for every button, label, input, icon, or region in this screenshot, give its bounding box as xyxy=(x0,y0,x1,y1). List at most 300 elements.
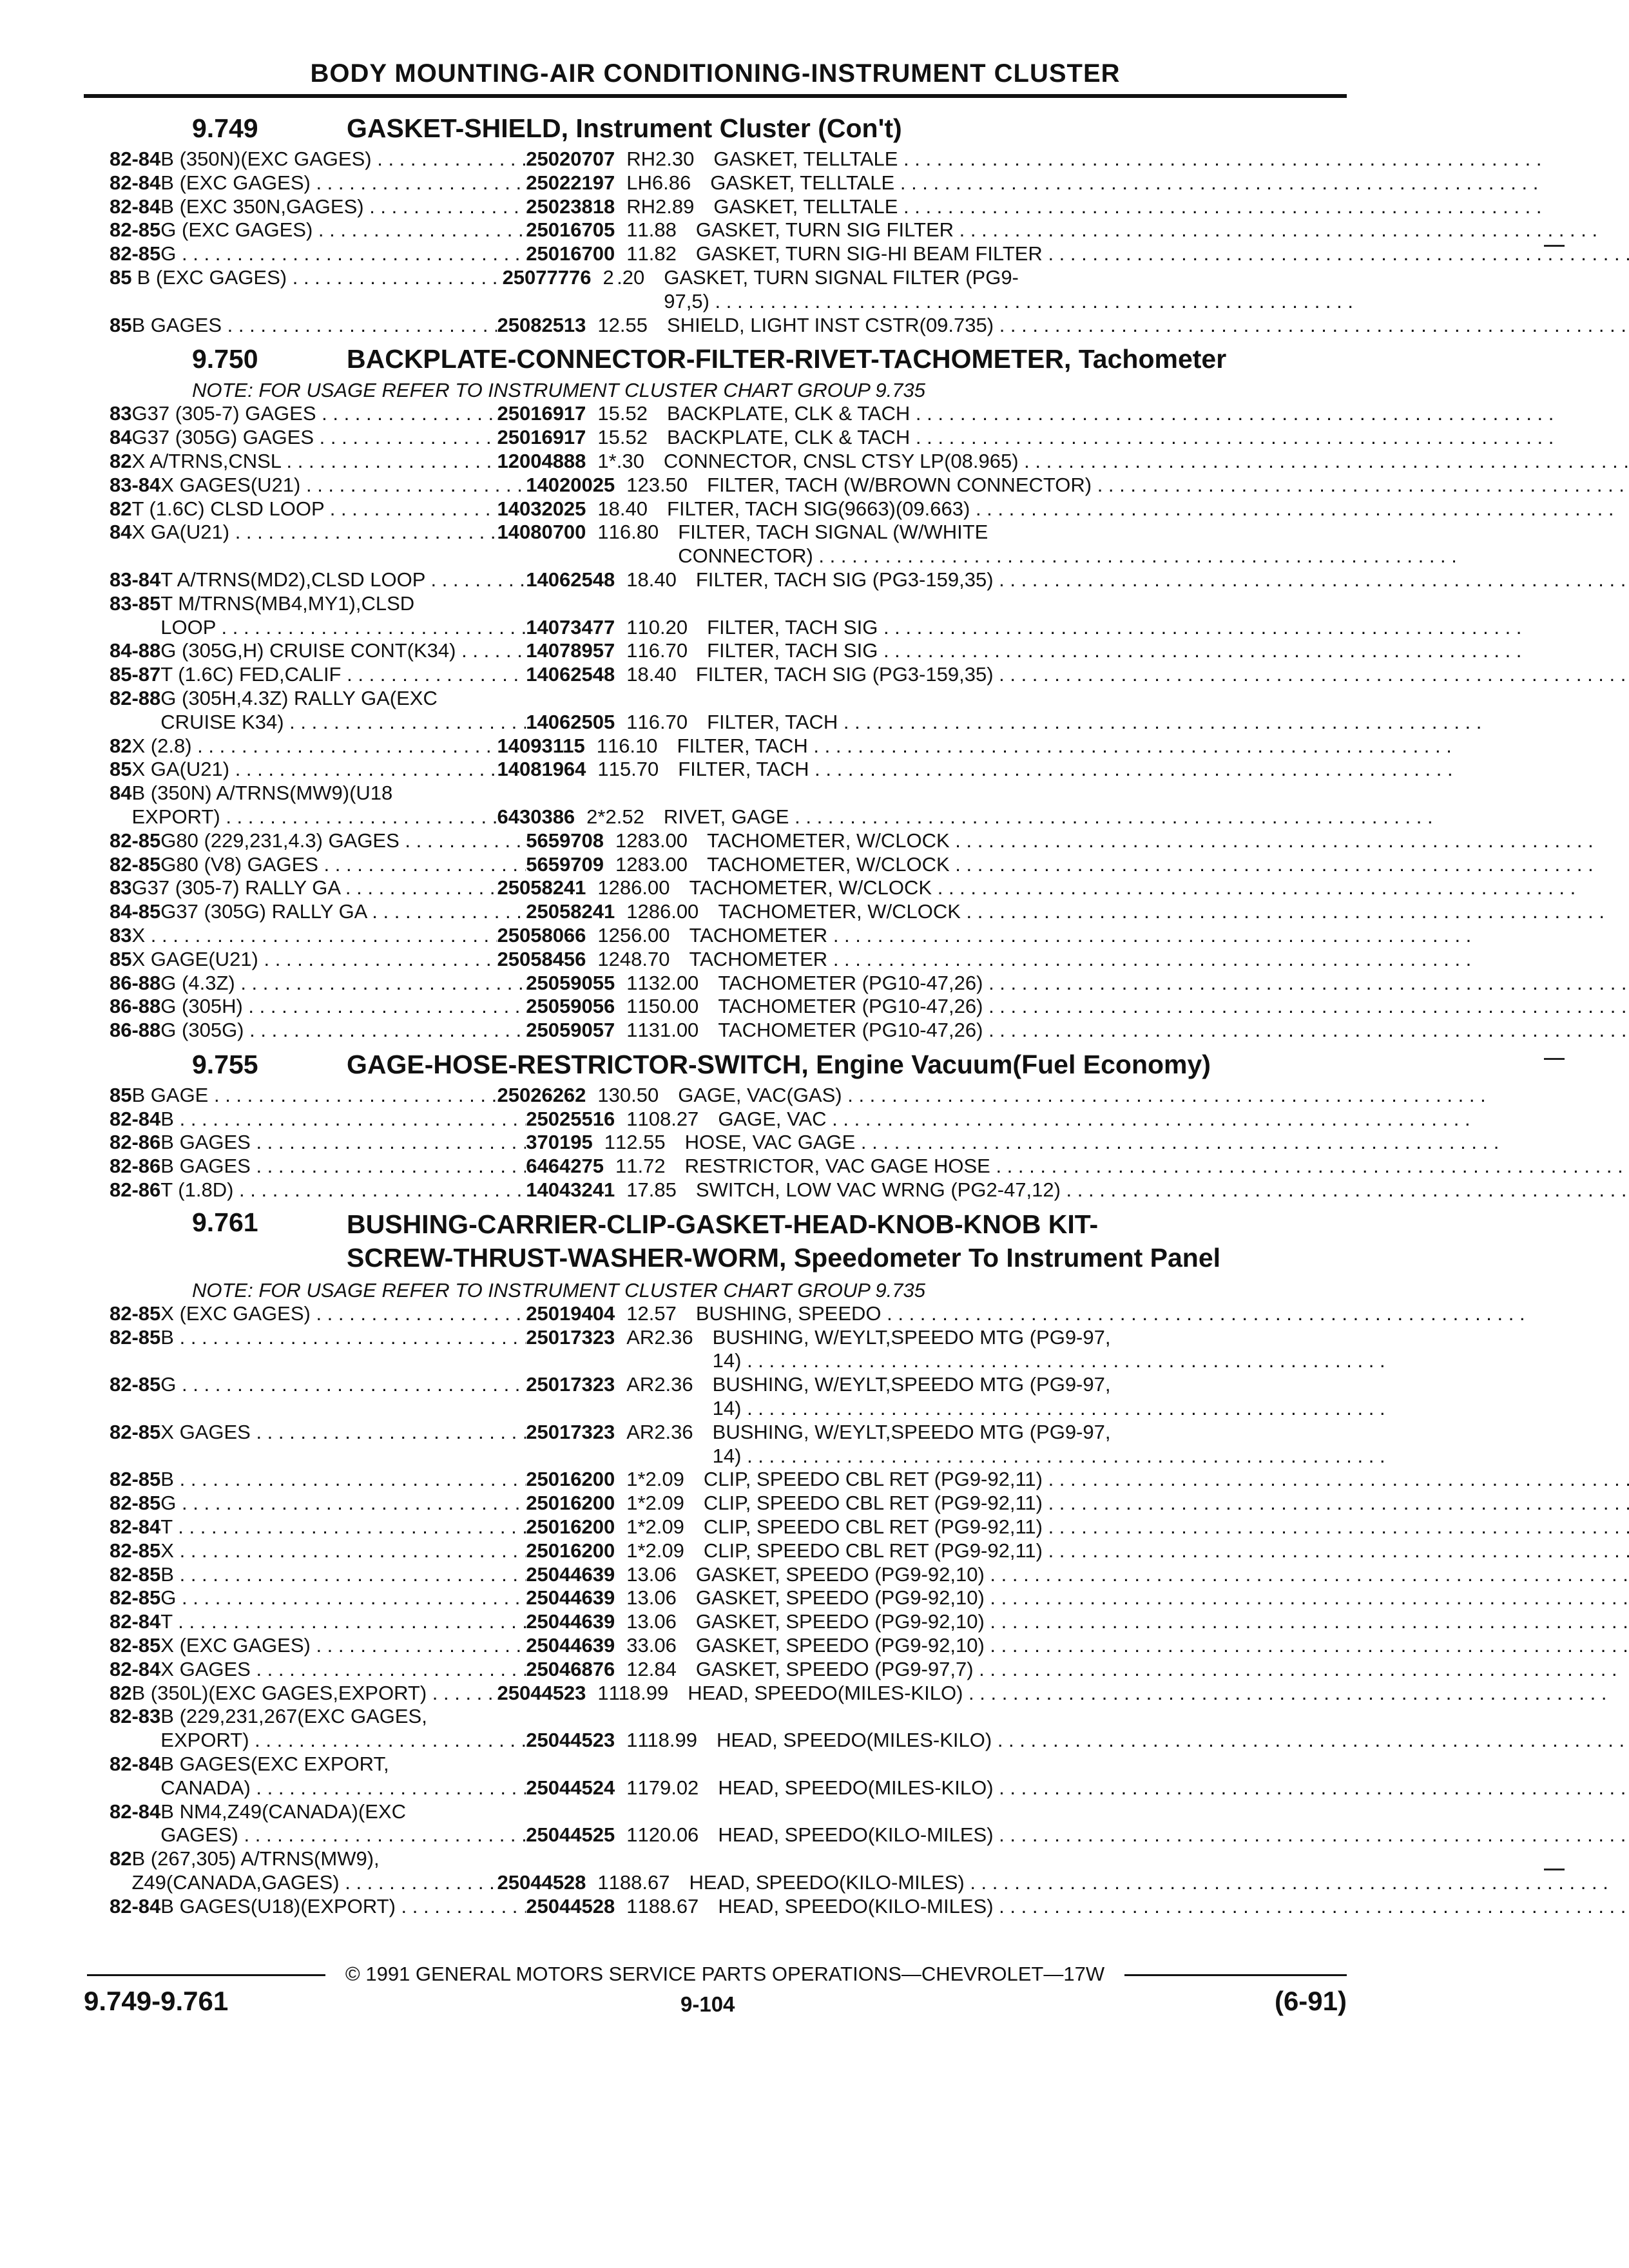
quantity xyxy=(626,1108,637,1131)
application xyxy=(160,1326,526,1374)
table-row xyxy=(110,521,1353,568)
model-years-text: 85 xyxy=(110,1083,132,1106)
quantity-text: 1 xyxy=(626,1823,638,1847)
part-number-text: 25059055 xyxy=(526,971,615,994)
price xyxy=(637,1108,718,1131)
price-text: 283.00 xyxy=(626,852,688,876)
application xyxy=(137,266,503,314)
application xyxy=(160,972,526,995)
application xyxy=(131,521,497,568)
application-line: G . . . xyxy=(160,1373,526,1397)
application-line: T (1.6C) FED,CALIF . . . xyxy=(160,663,526,687)
application xyxy=(160,853,526,877)
description xyxy=(688,1682,1606,1706)
application xyxy=(160,687,526,735)
part-number-text: 25044528 xyxy=(497,1871,586,1894)
model-years xyxy=(110,592,160,640)
description xyxy=(713,148,1541,171)
model-years xyxy=(110,1421,160,1468)
description xyxy=(667,426,1554,450)
spacer xyxy=(586,782,597,805)
part-number-text: 14043241 xyxy=(526,1178,615,1202)
description-line: GASKET, TURN SIG FILTER . . . xyxy=(696,218,1597,242)
part-number-text: 25016200 xyxy=(526,1492,615,1515)
table-row xyxy=(110,1108,1353,1131)
table-row xyxy=(110,1155,1353,1178)
quantity xyxy=(626,663,637,687)
part-number-text: 14081964 xyxy=(497,758,586,781)
description-line: 14) . . . xyxy=(713,1397,1385,1421)
part-number xyxy=(526,242,626,266)
group-title-text xyxy=(347,111,902,145)
price-text: 2.36 xyxy=(654,1325,693,1349)
description xyxy=(685,1131,1499,1155)
quantity-text: 1 xyxy=(626,1562,638,1586)
table-row xyxy=(110,1515,1353,1539)
model-years xyxy=(110,266,137,314)
quantity-text: 1 xyxy=(597,497,609,520)
model-years xyxy=(110,687,160,735)
quantity-text: 1 xyxy=(626,1515,638,1539)
price-text: 2.36 xyxy=(654,1420,693,1443)
price xyxy=(615,1131,685,1155)
description-line: BUSHING, W/EYLT,SPEEDO MTG (PG9-97, xyxy=(712,1325,1111,1349)
description xyxy=(718,1800,1629,1848)
table-row xyxy=(110,1586,1353,1610)
description-line: HEAD, SPEEDO(KILO-MILES) . . . xyxy=(718,1895,1629,1919)
price xyxy=(655,148,713,171)
part-number xyxy=(497,876,597,900)
table-row xyxy=(110,1178,1353,1202)
spacer xyxy=(526,1705,615,1729)
group-title xyxy=(110,106,1353,148)
model-years-text: 84-88 xyxy=(110,639,161,662)
quantity-text: 1 xyxy=(626,971,638,994)
application xyxy=(160,1634,526,1658)
model-years xyxy=(110,148,160,171)
part-number xyxy=(497,314,597,338)
price xyxy=(609,1084,679,1108)
part-number xyxy=(526,663,626,687)
description-line: CLIP, SPEEDO CBL RET (PG9-92,11) . . . xyxy=(704,1468,1629,1492)
model-years xyxy=(110,1302,160,1326)
model-years-text: 82 xyxy=(110,1847,132,1870)
application-line: X GAGE(U21) . . . xyxy=(131,948,497,972)
description-line: HEAD, SPEEDO(KILO-MILES) . . . xyxy=(718,1823,1629,1847)
model-years xyxy=(110,900,160,924)
table-row xyxy=(110,948,1353,972)
application-line: EXPORT) . . . xyxy=(131,805,497,829)
application xyxy=(131,735,497,758)
table-row xyxy=(110,972,1353,995)
quantity-text: 1 xyxy=(626,1776,638,1799)
quantity-text: 1 xyxy=(626,1539,638,1562)
table-row xyxy=(110,1895,1353,1919)
quantity-text: 1 xyxy=(615,829,627,852)
part-number-text: 14080700 xyxy=(497,521,586,544)
model-years xyxy=(110,995,160,1019)
quantity-text: 1 xyxy=(626,1894,638,1917)
price-text: 286.00 xyxy=(608,876,670,899)
model-years xyxy=(110,1753,160,1800)
description-line: TACHOMETER, W/CLOCK . . . xyxy=(689,876,1576,900)
price-text: 108.27 xyxy=(637,1107,699,1130)
part-number-text: 25044639 xyxy=(526,1610,615,1633)
spacer xyxy=(626,592,637,616)
model-years-text: 82-84 xyxy=(110,148,161,170)
quantity-text: 1 xyxy=(597,1083,609,1106)
quantity-text: 1 xyxy=(626,1107,638,1130)
part-number-text: 25019404 xyxy=(526,1302,615,1325)
application-line: B NM4,Z49(CANADA)(EXC xyxy=(160,1800,406,1823)
part-number xyxy=(526,1705,626,1753)
table-row xyxy=(110,402,1353,426)
quantity xyxy=(597,924,608,948)
part-number xyxy=(526,639,626,663)
model-years xyxy=(110,1563,160,1587)
quantity xyxy=(626,1492,637,1515)
description-line: FILTER, TACH SIG (PG3-159,35) . . . xyxy=(696,663,1629,687)
description xyxy=(678,758,1452,782)
description xyxy=(707,474,1629,497)
quantity xyxy=(597,735,608,758)
quantity xyxy=(597,497,608,521)
model-years xyxy=(110,1634,160,1658)
model-years xyxy=(110,1610,160,1634)
quantity-text: 1 xyxy=(626,1586,638,1610)
price-text: 8.40 xyxy=(637,663,677,686)
application-line: X GA(U21) . . . xyxy=(131,758,497,782)
application-line: B . . . xyxy=(160,1326,526,1350)
model-years-text: 82 xyxy=(110,1681,132,1704)
quantity-text: 1 xyxy=(626,568,638,591)
model-years xyxy=(110,497,131,521)
model-years-text: 86-88 xyxy=(110,995,161,1018)
price-text: 2.57 xyxy=(637,1302,677,1325)
description xyxy=(696,1302,1525,1326)
price-text: *2.09 xyxy=(637,1539,684,1562)
part-number xyxy=(526,1610,626,1634)
description xyxy=(713,1326,1385,1374)
table-row xyxy=(110,171,1353,195)
application-line: B GAGE . . . xyxy=(131,1084,497,1108)
application-line: X . . . xyxy=(160,1539,526,1563)
model-years-text: 82-84 xyxy=(110,1753,161,1776)
part-number xyxy=(526,1421,626,1468)
model-years-text: 82-83 xyxy=(110,1705,161,1728)
application-line: GAGES) . . . xyxy=(160,1823,526,1847)
part-number xyxy=(497,426,597,450)
price-text: 12.55 xyxy=(615,1131,666,1154)
group-note: NOTE: FOR USAGE REFER TO INSTRUMENT CLUSTER CHART GROUP 9.735 xyxy=(192,379,925,402)
part-number xyxy=(526,1302,626,1326)
price-text: 1.88 xyxy=(637,218,677,242)
price xyxy=(637,639,707,663)
part-number xyxy=(526,1178,626,1202)
price-text: 1.82 xyxy=(637,242,677,265)
application-line: X GAGES(U21) . . . xyxy=(160,474,526,497)
table-row xyxy=(110,1682,1353,1706)
quantity xyxy=(626,1634,637,1658)
price-text: 286.00 xyxy=(637,900,699,923)
description-line: RESTRICTOR, VAC GAGE HOSE . . . xyxy=(685,1155,1629,1178)
part-number xyxy=(497,782,586,829)
model-years xyxy=(110,1539,160,1563)
description xyxy=(718,1019,1626,1043)
quantity-text: AR xyxy=(626,1325,655,1349)
table-row xyxy=(110,1847,1353,1895)
quantity-text: 2 xyxy=(602,265,614,289)
part-number xyxy=(526,1753,626,1800)
description xyxy=(689,924,1472,948)
table-row xyxy=(110,450,1353,474)
group-number: 9.750 xyxy=(192,344,258,374)
quantity xyxy=(626,972,637,995)
model-years-text: 82-85 xyxy=(110,1302,161,1325)
application-line: B . . . xyxy=(160,1563,526,1587)
part-number xyxy=(526,1492,626,1515)
part-number-text: 25082513 xyxy=(497,313,586,336)
part-number-text: 25044639 xyxy=(526,1586,615,1610)
description xyxy=(664,266,1353,314)
price xyxy=(637,474,707,497)
group-title xyxy=(110,1202,1353,1278)
model-years-text: 83-84 xyxy=(110,568,161,591)
description-line: FILTER, TACH SIG . . . xyxy=(707,639,1521,663)
price-text: 2.84 xyxy=(637,1657,677,1680)
quantity xyxy=(626,218,637,242)
table-row xyxy=(110,1634,1353,1658)
part-number xyxy=(497,1084,597,1108)
part-number xyxy=(526,1634,626,1658)
model-years xyxy=(110,1586,160,1610)
application-line: B GAGES . . . xyxy=(160,1131,526,1155)
price-text: 16.70 xyxy=(637,710,688,733)
description-line: SHIELD, LIGHT INST CSTR(09.735) . . . xyxy=(667,314,1629,338)
quantity-text: 1 xyxy=(597,1871,609,1894)
description xyxy=(713,1373,1385,1421)
quantity xyxy=(597,1084,608,1108)
quantity xyxy=(626,1326,654,1374)
table-row xyxy=(110,1753,1353,1800)
quantity-text: 1 xyxy=(596,734,608,757)
quantity-text: 1 xyxy=(597,449,609,472)
part-number-text: 25022197 xyxy=(526,171,615,194)
application xyxy=(131,758,497,782)
price xyxy=(609,758,679,782)
model-years xyxy=(110,426,131,450)
quantity xyxy=(597,1682,608,1706)
description-line: TACHOMETER, W/CLOCK . . . xyxy=(707,853,1594,877)
part-number-text: 14093115 xyxy=(497,734,585,757)
table-row xyxy=(110,1705,1353,1753)
spacer xyxy=(526,687,615,711)
part-number xyxy=(526,995,626,1019)
model-years xyxy=(110,735,131,758)
price xyxy=(637,1753,718,1800)
application xyxy=(160,1895,526,1919)
application xyxy=(131,402,497,426)
part-number-text: 25016705 xyxy=(526,218,615,242)
description-line: FILTER, TACH (W/BROWN CONNECTOR) . . . xyxy=(707,474,1629,497)
application xyxy=(160,1610,526,1634)
price xyxy=(655,195,713,219)
price xyxy=(654,1373,712,1421)
description xyxy=(689,948,1472,972)
table-row xyxy=(110,639,1353,663)
price-text: 248.70 xyxy=(608,947,670,970)
application-line: G80 (V8) GAGES . . . xyxy=(160,853,526,877)
model-years-text: 82-88 xyxy=(110,686,161,709)
part-number xyxy=(497,735,596,758)
description xyxy=(707,829,1594,853)
part-number-text: 25044525 xyxy=(526,1823,615,1847)
quantity xyxy=(597,450,608,474)
model-years-text: 83 xyxy=(110,876,132,899)
model-years-text: 82-85 xyxy=(110,1539,161,1562)
application xyxy=(160,474,526,497)
price xyxy=(597,782,663,829)
application xyxy=(160,639,526,663)
price-text: 283.00 xyxy=(626,829,688,852)
price-text: 120.06 xyxy=(637,1823,699,1847)
model-years-text: 83-84 xyxy=(110,473,161,496)
price-text: 2.89 xyxy=(655,195,695,218)
description-line: RIVET, GAGE . . . xyxy=(664,805,1433,829)
description xyxy=(707,853,1594,877)
part-number xyxy=(526,474,626,497)
model-years xyxy=(110,972,160,995)
spacer xyxy=(626,1800,637,1824)
price xyxy=(609,314,667,338)
model-years xyxy=(110,1895,160,1919)
price xyxy=(637,592,707,640)
model-years-text: 82 xyxy=(110,734,132,757)
quantity-text: 1 xyxy=(597,313,609,336)
quantity-text: 2 xyxy=(586,805,598,828)
application-line: G37 (305G) RALLY GA . . . xyxy=(160,900,526,924)
group-title-line: SCREW-THRUST-WASHER-WORM, Speedometer To Instrument Panel xyxy=(347,1242,1221,1273)
application xyxy=(131,1682,497,1706)
group-title-line: GASKET-SHIELD, Instrument Cluster (Con't) xyxy=(347,113,902,143)
model-years xyxy=(110,948,131,972)
description-line: GASKET, TURN SIGNAL FILTER (PG9- xyxy=(664,265,1019,289)
description xyxy=(664,450,1629,474)
price-text: 16.80 xyxy=(608,521,659,544)
description-line: BUSHING, W/EYLT,SPEEDO MTG (PG9-97, xyxy=(712,1420,1111,1443)
description xyxy=(696,1610,1628,1634)
part-number-text: 25044523 xyxy=(526,1729,615,1752)
application xyxy=(160,218,526,242)
quantity-text: 1 xyxy=(597,402,609,425)
quantity-text: 1 xyxy=(615,852,627,876)
quantity-text: 3 xyxy=(626,1634,638,1657)
quantity xyxy=(603,266,617,314)
price xyxy=(609,1847,689,1895)
quantity-text: 1 xyxy=(604,1131,615,1154)
table-row xyxy=(110,242,1353,266)
description-line: TACHOMETER . . . xyxy=(689,924,1472,948)
model-years-text: 82-85 xyxy=(110,1492,161,1515)
price xyxy=(626,1155,684,1178)
description-line: FILTER, TACH . . . xyxy=(678,758,1452,782)
quantity xyxy=(597,521,608,568)
description xyxy=(685,1155,1629,1178)
description xyxy=(713,195,1541,219)
quantity-text: 1 xyxy=(626,1492,638,1515)
description-line: BACKPLATE, CLK & TACH . . . xyxy=(667,402,1554,426)
application-line: B (350N) A/TRNS(MW9)(U18 xyxy=(131,782,393,805)
price-text: 5.52 xyxy=(608,402,648,425)
description-line: HEAD, SPEEDO(MILES-KILO) . . . xyxy=(717,1729,1629,1753)
quantity-text: 1 xyxy=(626,639,638,662)
description xyxy=(667,402,1554,426)
application-line: B (229,231,267(EXC GAGES, xyxy=(160,1705,427,1728)
part-number xyxy=(503,266,603,314)
part-number xyxy=(497,402,597,426)
description xyxy=(718,995,1626,1019)
part-number xyxy=(526,568,626,592)
group-title-line: BACKPLATE-CONNECTOR-FILTER-RIVET-TACHOMETER, Tachometer xyxy=(347,344,1227,374)
model-years-text: 82-86 xyxy=(110,1155,161,1178)
model-years-text: 82-84 xyxy=(110,171,161,194)
table-row xyxy=(110,426,1353,450)
description-line: GASKET, SPEEDO (PG9-97,7) . . . xyxy=(696,1658,1617,1682)
description-line: TACHOMETER, W/CLOCK . . . xyxy=(718,900,1605,924)
table-row xyxy=(110,266,1353,314)
table-row xyxy=(110,1084,1353,1108)
price-text: *2.09 xyxy=(637,1468,684,1491)
price xyxy=(637,687,707,735)
spacer xyxy=(497,782,575,805)
application-line: G (305H) . . . xyxy=(160,995,526,1019)
part-number xyxy=(526,1539,626,1563)
quantity-text: 1 xyxy=(626,1657,638,1680)
application-line: X (EXC GAGES) . . . xyxy=(160,1302,526,1326)
application xyxy=(160,1586,526,1610)
model-years xyxy=(110,1682,131,1706)
application-line: G (305H,4.3Z) RALLY GA(EXC xyxy=(160,686,438,709)
quantity-text: 1 xyxy=(626,1610,638,1633)
application-line: G37 (305-7) GAGES . . . xyxy=(131,402,497,426)
part-number-text: 25016917 xyxy=(497,402,586,425)
application-line: EXPORT) . . . xyxy=(160,1729,526,1753)
quantity-text: 1 xyxy=(626,615,638,639)
part-number-text: 25044528 xyxy=(526,1894,615,1917)
price xyxy=(637,1302,695,1326)
model-years xyxy=(110,1178,160,1202)
price xyxy=(637,1610,695,1634)
price xyxy=(637,1563,695,1587)
quantity xyxy=(615,1155,626,1178)
part-number-text: 5659709 xyxy=(526,852,604,876)
part-number xyxy=(526,148,626,171)
application-line: B (350L)(EXC GAGES,EXPORT) . . . xyxy=(131,1682,497,1706)
model-years-text: 82-85 xyxy=(110,1562,161,1586)
part-number xyxy=(526,900,626,924)
table-row xyxy=(110,853,1353,877)
application-line: Z49(CANADA,GAGES) . . . xyxy=(131,1871,497,1895)
description-line: HEAD, SPEEDO(MILES-KILO) . . . xyxy=(718,1776,1629,1800)
application xyxy=(131,1847,497,1895)
part-number-text: 5659708 xyxy=(526,829,604,852)
model-years-text: 82-84 xyxy=(110,195,161,218)
spacer xyxy=(664,782,1433,805)
model-years xyxy=(110,1468,160,1492)
description-line: GASKET, SPEEDO (PG9-92,10) . . . xyxy=(696,1610,1628,1634)
page-number: 9-104 xyxy=(680,1992,735,2016)
model-years-text: 84 xyxy=(110,782,132,805)
